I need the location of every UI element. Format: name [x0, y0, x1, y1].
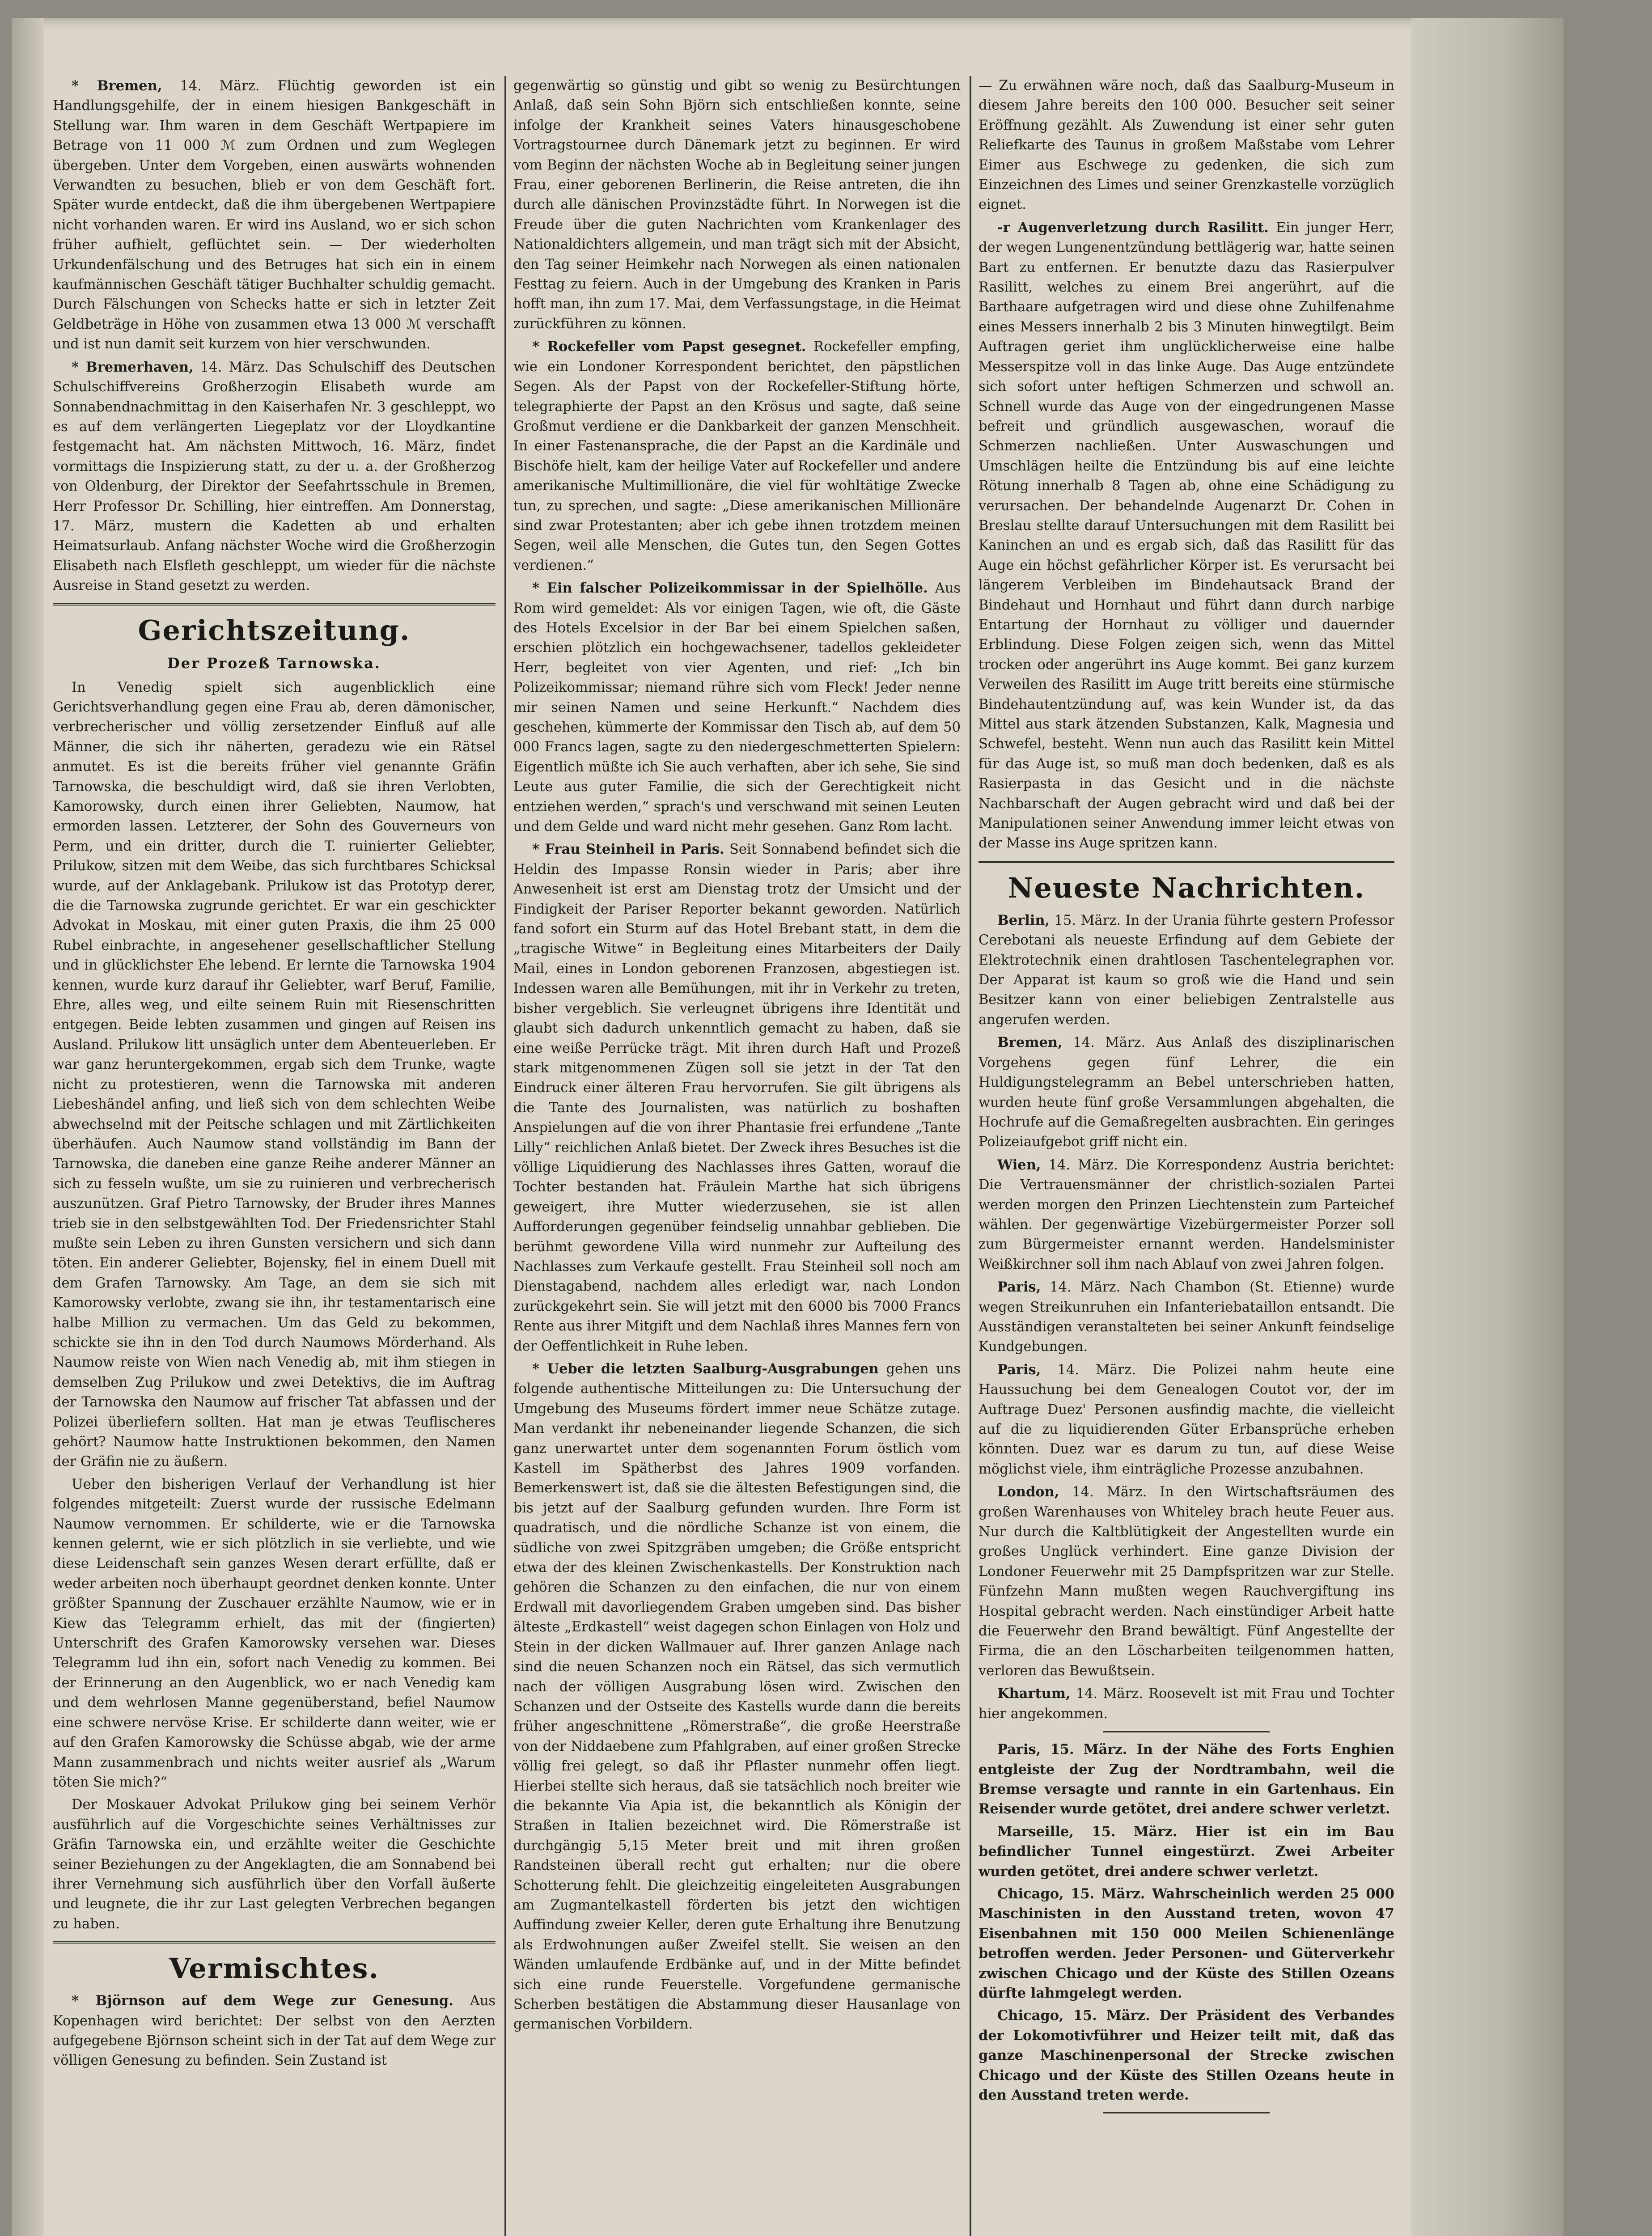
short-rule [1103, 1731, 1270, 1732]
news-item: Berlin, 15. März. In der Urania führte gestern Professor Cerebotani als neueste Erfindung auf dem Gebiete der Elektrotechnik einen drahtlosen Taschentelegraphen vor. Der Apparat ist kaum so groß wie die Hand und sein Besitzer kann von einer beliebigen Zentralstelle aus angerufen werden. [978, 912, 1394, 1028]
article: * Frau Steinheil in Paris. Seit Sonnabend befindet sich die Heldin des Impasse Ronsin wieder in Paris; aber ihre Anwesenheit ist erst am Dienstag trotz der Umsicht und der Findigkeit der Pariser Reporter bekannt geworden. Natürlich fand sofort ein Sturm auf das Hotel Brebant statt, in dem die „tragische Witwe“ in Begleitung eines Mitarbeiters der Daily Mail, eines in London geborenen Franzosen, abgestiegen ist. Indessen waren alle Bemühungen, mit ihr in Verkehr zu treten, bisher vergeblich. Sie verleugnet übrigens ihre Identität und glaubt sich dadurch unkenntlich gemacht zu haben, daß sie eine weiße Perrücke trägt. Mit ihren durch Haft und Prozeß stark mitgenommenen Zügen soll sie jetzt in der Tat den Eindruck einer älteren Frau hervorrufen. Sie gilt übrigens als die Tante des Journalisten, was natürlich zu boshaften Anspielungen auf die von ihrer Phantasie frei erfundene „Tante Lilly“ reichlichen Anlaß bietet. Der Zweck ihres Besuches ist die völlige Liquidierung des Nachlasses ihres Gatten, worauf die Tochter bestanden hat. Fräulein Marthe hat sich übrigens geweigert, ihre Mutter wiederzusehen, sie ist allen Aufforderungen gegenüber feindselig unnahbar geblieben. Die berühmt gewordene Villa wird nunmehr zur Aufteilung des Nachlasses zum Verkaufe gestellt. Frau Steinheil soll noch am Dienstagabend, nachdem alles erledigt war, nach London zurückgekehrt sein. Sie will jetzt mit den 6000 bis 7000 Francs Rente aus ihrer Mitgift und dem Nachlaß ihres Mannes fern von der Oeffentlichkeit in Ruhe leben. [513, 841, 961, 1354]
article: * Björnson auf dem Wege zur Genesung. Aus Kopenhagen wird berichtet: Der selbst von den Aerzten aufgegebene Björnson scheint sich in der Tat auf dem Wege zur völligen Genesung zu befinden. Sein Zustand ist [53, 1993, 496, 2069]
bulletin: Marseille, 15. März. Hier ist ein im Bau befindlicher Tunnel eingestürzt. Zwei Arbeiter wurden getötet, drei andere schwer verletzt. [978, 1823, 1394, 1880]
article: * Rockefeller vom Papst gesegnet. Rockefeller empfing, wie ein Londoner Korrespondent berichtet, den päpstlichen Segen. Als der Papst von der Rockefeller-Stiftung hörte, telegraphierte der Papst an den Krösus und sagte, daß seine Großmut verdiene er die Dankbarkeit der ganzen Menschheit. In einer Fastenansprache, die der Papst an die Kardinäle und Bischöfe hielt, kam der heilige Vater auf Rockefeller und andere amerikanische Multimillionäre, die viel für wohltätige Zwecke tun, zu sprechen, und sagte: „Diese amerikanischen Millionäre sind zwar Protestanten; aber ich gebe ihnen trotzdem meinen Segen, weil alle Menschen, die Gutes tun, den Segen Gottes verdienen.“ [513, 339, 961, 573]
paragraph: Der Moskauer Advokat Prilukow ging bei seinem Verhör ausführlich auf die Vorgeschichte seines Verhältnisses zur Gräfin Tarnowska ein, und erzählte weiter die Geschichte seiner Beziehungen zu der Angeklagten, die am Sonnabend bei ihrer Vernehmung sich ausführlich über den Vorfall äußerte und leugnete, die ihr zur Last gelegten Verbrechen begangen zu haben. [53, 1797, 496, 1932]
news-item: London, 14. März. In den Wirtschaftsräumen des großen Warenhauses von Whiteley brach heute Feuer aus. Nur durch die Kaltblütigkeit der Angestellten wurde ein großes Unglück verhindert. Eine ganze Division der Londoner Feuerwehr mit 25 Dampfspritzen war zur Stelle. Fünfzehn Mann mußten wegen Rauchvergiftung ins Hospital gebracht werden. Nach einstündiger Arbeit hatte die Feuerwehr den Brand bewältigt. Fünf Angestellte der Firma, die an den Löscharbeiten teilgenommen hatten, verloren das Bewußtsein. [978, 1484, 1394, 1679]
paragraph: Ueber den bisherigen Verlauf der Verhandlung ist hier folgendes mitgeteilt: Zuerst wurde der russische Edelmann Naumow vernommen. Er schilderte, wie er die Tarnowska kennen gelernt, wie er sich plötzlich in sie verliebte, und wie diese Leidenschaft sein ganzes Wesen derart erfüllte, daß er weder arbeiten noch überhaupt geordnet denken konnte. Unter größter Spannung der Zuschauer erzählte Naumow, wie er in Kiew das Telegramm erhielt, das mit der (fingierten) Unterschrift des Grafen Kamorowsky versehen war. Dieses Telegramm lud ihn ein, sofort nach Venedig zu kommen. Bei der Erinnerung an den Augenblick, wo er nach Venedig kam und dem wehrlosen Manne gegenüberstand, befiel Naumow eine schwere nervöse Krise. Er schilderte dann weiter, wie er auf den Grafen Kamorowsky die Schüsse abgab, wie der arme Mann zusammenbrach und nichts weiter ausrief als „Warum töten Sie mich?“ [53, 1476, 496, 1790]
news-item: Wien, 14. März. Die Korrespondenz Austria berichtet: Die Vertrauensmänner der christlich-sozialen Partei werden morgen den Prinzen Liechtenstein zum Parteichef wählen. Der gegenwärtige Vizebürgermeister Porzer soll zum Bürgermeister ernannt werden. Handelsminister Weißkirchner soll ihm nach Ablauf von zwei Jahren folgen. [978, 1156, 1394, 1272]
column-rule [970, 76, 971, 2236]
section-divider [978, 861, 1394, 863]
news-item: Khartum, 14. März. Roosevelt ist mit Frau und Tochter hier angekommen. [978, 1685, 1394, 1722]
column-2 [513, 76, 961, 2236]
paragraph: In Venedig spielt sich augenblicklich eine Gerichtsverhandlung gegen eine Frau ab, deren dämonischer, verbrecherischer und völlig zersetzender Einfluß auf alle Männer, die sich ihr näherten, geradezu wie ein Rätsel anmutet. Es ist die bereits früher viel genannte Gräfin Tarnowska, die beschuldigt wird, daß sie ihren Verlobten, Kamorowsky, durch einen ihrer Geliebten, Naumow, hat ermorden lassen. Letzterer, der Sohn des Gouverneurs von Perm, und ein dritter, durch die T. ruinierter Geliebter, Prilukow, sitzen mit dem Weibe, das sich furchtbares Schicksal wurde, auf der Anklagebank. Prilukow ist das Prototyp derer, die die Tarnowska zugrunde gerichtet. Er war ein geschickter Advokat in Moskau, mit einer guten Praxis, die ihm 25 000 Rubel einbrachte, in angesehener gesellschaftlicher Stellung und in glücklichster Ehe lebend. Er lernte die Tarnowska 1904 kennen, wurde kurz darauf ihr Geliebter, warf Beruf, Familie, Ehre, alles weg, und eilte seinem Ruin mit Riesenschritten entgegen. Beide lebten zusammen und gingen auf Reisen ins Ausland. Prilukow litt unsäglich unter dem Abenteuerleben. Er war ganz heruntergekommen, ergab sich dem Trunke, wagte nicht zu protestieren, wenn die Tarnowska mit anderen Liebeshändel anfing, und ließ sich von dem schlechten Weibe abwechselnd mit der Peitsche schlagen und mit Zärtlichkeiten überhäufen. Auch Naumow stand vollständig im Bann der Tarnowska, die daneben eine ganze Reihe anderer Männer an sich zu fesseln wußte, um sie zu ruinieren und verbrecherisch auszunützen. Graf Pietro Tarnowsky, der Bruder ihres Mannes trieb sie in den selbstgewählten Tod. Der Friedensrichter Stahl mußte sein Leben zu ihren Gunsten versichern und sich dann töten. Ein anderer Geliebter, Bojensky, fiel in einem Duell mit dem Grafen Tarnowsky. Am Tage, an dem sie sich mit Kamorowsky verlobte, zwang sie ihn, ihr testamentarisch eine halbe Million zu vermachen. Um das Geld zu bekommen, schickte sie ihn in den Tod durch Naumows Mörderhand. Als Naumow reiste von Wien nach Venedig ab, mit ihm stiegen in demselben Zug Prilukow und zwei Detektivs, die im Auftrag der Tarnowska den Naumow auf frischer Tat abfassen und der Polizei überliefern sollten. Hat man je etwas Teuflischeres gehört? Naumow hatte Instruktionen bekommen, den Namen der Gräfin nie zu äußern. [53, 679, 496, 1470]
article: -r Augenverletzung durch Rasilitt. Ein junger Herr, der wegen Lungenentzündung bettlägerig war, hatte seinen Bart zu entfernen. Er benutzte dazu das Rasierpulver Rasilitt, welches zu einem Brei angerührt, auf die Barthaare aufgetragen wird und diese ohne Zuhilfenahme eines Messers innerhalb 2 bis 3 Minuten hinwegtilgt. Beim Auftragen geriet ihm unglücklicherweise eine halbe Messerspitze voll in das linke Auge. Das Auge entzündete sich sofort unter heftigen Schmerzen und schwoll an. Schnell wurde das Auge von der eingedrungenen Masse befreit und gründlich ausgewaschen, worauf die Schmerzen nachließen. Unter Auswaschungen und Umschlägen heilte die Entzündung bis auf eine leichte Rötung innerhalb 8 Tagen ab, ohne eine Schädigung zu verursachen. Der behandelnde Augenarzt Dr. Cohen in Breslau stellte darauf Untersuchungen mit dem Rasilitt bei Kaninchen an und es ergab sich, daß das Rasilitt für das Auge ein höchst gefährlicher Körper ist. Es verursacht bei längerem Verbleiben im Bindehautsack Brand der Bindehaut und Hornhaut und führt dann durch narbige Entartung der Hornhaut zu völliger und dauernder Erblindung. Diese Folgen zeigen sich, wenn das Mittel trocken oder angerührt ins Auge kommt. Bei ganz kurzem Verweilen des Rasilitt im Auge tritt bereits eine stürmische Bindehautentzündung auf, was kein Wunder ist, da das Mittel aus stark ätzenden Substanzen, Kalk, Magnesia und Schwefel, besteht. Wenn nun auch das Rasilitt kein Mittel für das Auge ist, so muß man doch bedenken, daß es als Rasierpasta in das Gesicht und in die nächste Nachbarschaft der Augen gebracht wird und daß bei der Manipulationen seiner Anwendung immer leicht etwas von der Masse ins Auge spritzen kann. [978, 219, 1394, 851]
section-heading: Vermischtes. [169, 1952, 379, 1985]
article: * Bremen, 14. März. Flüchtig geworden ist ein Handlungsgehilfe, der in einem hiesigen Bankgeschäft in Stellung war. Ihm waren in dem Geschäft Wertpapiere im Betrage von 11 000 ℳ zum Ordnen und zum Weglegen übergeben. Unter dem Vorgeben, einen auswärts wohnenden Verwandten zu besuchen, blieb er von dem Geschäft fort. Später wurde entdeckt, daß die ihm übergebenen Wertpapiere nicht vorhanden waren. Er wird ins Ausland, wo er sich schon früher aufhielt, geflüchtet sein. — Der wiederholten Urkundenfälschung und des Betruges hat sich ein in einem kaufmännischen Geschäft tätiger Buchhalter schuldig gemacht. Durch Fälschungen von Schecks hatte er sich in letzter Zeit Geldbeträge in Höhe von zusammen etwa 13 000 ℳ verschafft und ist nun damit seit kurzem von hier verschwunden. [53, 78, 496, 352]
news-item: Paris, 14. März. Nach Chambon (St. Etienne) wurde wegen Streikunruhen ein Infanteriebataillon entsandt. Die Ausständigen veranstalteten bei seiner Ankunft feindselige Kundgebungen. [978, 1279, 1394, 1355]
column-3 [978, 76, 1394, 2236]
article: * Ein falscher Polizeikommissar in der Spielhölle. Aus Rom wird gemeldet: Als vor einigen Tagen, wie oft, die Gäste des Hotels Excelsior in der Bar bei einem Spielchen saßen, erschien plötzlich ein hochgewachsener, tadellos gekleideter Herr, begleitet von vier Agenten, und rief: „Ich bin Polizeikommissar; niemand rühre sich vom Fleck! Jeder nenne mir seinen Namen und seine Herkunft.“ Nachdem dies geschehen, kümmerte der Kommissar den Tisch ab, auf dem 50 000 Francs lagen, sagte zu den niedergeschmetterten Spielern: Eigentlich müßte ich Sie auch verhaften, aber ich sehe, Sie sind Leute aus guter Familie, die sich der Gerechtigkeit nicht entziehen werden,“ sprach's und verschwand mit seinen Leuten und dem Gelde und ward nicht mehr gesehen. Ganz Rom lacht. [513, 580, 961, 835]
bulletin: Chicago, 15. März. Der Präsident des Verbandes der Lokomotivführer und Heizer teilt mit, daß das ganze Maschinenpersonal der Strecke zwischen Chicago und der Küste des Stillen Ozeans heute in den Ausstand treten werde. [978, 2007, 1394, 2103]
text-frame [53, 76, 1394, 2236]
newspaper-page [12, 18, 1563, 2236]
section-divider [53, 1941, 496, 1944]
section-heading: Gerichtszeitung. [138, 614, 411, 647]
bulletin: Paris, 15. März. In der Nähe des Forts Enghien entgleiste der Zug der Nordtrambahn, weil die Bremse versagte und rannte in ein Gartenhaus. Ein Reisender wurde getötet, drei andere schwer verletzt. [978, 1741, 1394, 1817]
article: gegenwärtig so günstig und gibt so wenig zu Besürchtungen Anlaß, daß sein Sohn Björn sich entschließen konnte, seine infolge der Krankheit seines Vaters hinausgeschobene Vortragstournee durch Dänemark jetzt zu beginnen. Er wird vom Beginn der nächsten Woche ab in Begleitung seiner jungen Frau, einer geborenen Berlinerin, die Reise antreten, die ihn durch alle dänischen Provinzstädte führt. In Norwegen ist die Freude über die guten Nachrichten vom Krankenlager des Nationaldichters allgemein, und man trägt sich mit der Absicht, den Tag seiner Heimkehr nach Norwegen als einen nationalen Festtag zu feiern. Auch in der Umgebung des Kranken in Paris hofft man, ihn zum 17. Mai, dem Verfassungstage, in die Heimat zurückführen zu können. [513, 78, 961, 332]
section-divider [53, 603, 496, 606]
article-subheading: Der Prozeß Tarnowska. [167, 654, 381, 672]
column-rule [504, 76, 506, 2236]
col1-items [53, 76, 496, 596]
binding-edge [12, 18, 44, 2236]
article: — Zu erwähnen wäre noch, daß das Saalburg-Museum in diesem Jahre bereits den 100 000. Besucher seit seiner Eröffnung gezählt. Als Zuwendung ist einer sehr guten Reliefkarte des Taunus in großem Maßstabe vom Lehrer Eimer aus Eschwege zu gedenken, die sich zum Einzeichnen des Limes und seiner Grenzkastelle vorzüglich eignet. [978, 78, 1394, 213]
page-margin [1411, 18, 1563, 2236]
article: * Ueber die letzten Saalburg-Ausgrabungen gehen uns folgende authentische Mitteilungen zu: Die Untersuchung der Umgebung des Museums fördert immer neue Schätze zutage. Man verdankt ihr nebeneinander liegende Schanzen, die sich ganz unerwartet unter dem sogenannten Forum östlich vom Kastell im Spätherbst des Jahres 1909 vorfanden. Bemerkenswert ist, daß sie die ältesten Befestigungen sind, die bis jetzt auf der Saalburg gefunden wurden. Ihre Form ist quadratisch, und die nördliche Schanze ist von einem, die südliche von zwei Spitzgräben umgeben; die Größe entspricht etwa der des kleinen Zwischenkastells. Der Konstruktion nach gehören die Schanzen zu den einfachen, die nur von einem Erdwall mit davorliegendem Graben umgeben sind. Das bisher älteste „Erdkastell“ weist dagegen schon Einlagen von Holz und Stein in der dicken Wallmauer auf. Ihrer ganzen Anlage nach sind die neuen Schanzen noch ein Rätsel, das sich vermutlich nach der völligen Ausgrabung lösen wird. Zwischen den Schanzen und der Ostseite des Kastells wurde dann die bereits früher angeschnittene „Römerstraße“, die große Heerstraße von der Niddaebene zum Pfahlgraben, auf einer großen Strecke völlig frei gelegt, so daß ihr Pflaster nunmehr offen liegt. Hierbei stellte sich heraus, daß sie tatsächlich noch breiter wie die bekannte Via Apia ist, die bekanntlich als Königin der Straßen in Italien bezeichnet wird. Die Römerstraße ist durchgängig 5,15 Meter breit und mit ihren großen Randsteinen überall recht gut erhalten; nur die obere Schotterung fehlt. Die gleichzeitig eingeleiteten Ausgrabungen am Zugmantelkastell förderten bis jetzt den wichtigen Auffindung zweier Keller, deren gute Erhaltung ihre Benutzung als Erdwohnungen außer Zweifel stellt. Sie weisen an den Wänden umlaufende Erdbänke auf, und in der Mitte befindet sich eine runde Feuerstelle. Vorgefundene germanische Scherben bestätigen die Abstammung dieser Hausanlage von germanischen Vorbildern. [513, 1361, 961, 2033]
section-heading: Neueste Nachrichten. [1008, 871, 1365, 904]
column-1 [53, 76, 496, 2236]
news-item: Paris, 14. März. Die Polizei nahm heute eine Haussuchung bei dem Genealogen Coutot vor, der im Auftrage Duez' Personen ausfindig machte, die vielleicht auf die zu liquidierenden Güter Erbansprüche erheben könnten. Duez war es darum zu tun, auf diese Weise möglichst viele, ihm einträgliche Prozesse anzubahnen. [978, 1361, 1394, 1477]
news-item: Bremen, 14. März. Aus Anlaß des disziplinarischen Vorgehens gegen fünf Lehrer, die ein Huldigungstelegramm an Bebel unterschrieben hatten, wurden heute fünf große Versammlungen abgehalten, die Hochrufe auf die Gemaßregelten ausbrachten. Ein geringes Polizeiaufgebot griff nicht ein. [978, 1034, 1394, 1150]
bulletin: Chicago, 15. März. Wahrscheinlich werden 25 000 Maschinisten in den Ausstand treten, wovon 47 Eisenbahnen mit 150 000 Meilen Schienenlänge betroffen werden. Jeder Personen- und Güterverkehr zwischen Chicago und der Küste des Stillen Ozeans dürfte lahmgelegt werden. [978, 1885, 1394, 2001]
article: * Bremerhaven, 14. März. Das Schulschiff des Deutschen Schulschiffvereins Großherzogin Elisabeth wurde am Sonnabendnachmittag in den Kaiserhafen Nr. 3 geschleppt, wo es auf dem verlängerten Liegeplatz vor der Lloydkantine festgemacht hat. Am nächsten Mittwoch, 16. März, findet vormittags die Inspizierung statt, zu der u. a. der Großherzog von Oldenburg, der Direktor der Seefahrtsschule in Bremen, Herr Professor Dr. Schilling, hier eintreffen. Am Donnerstag, 17. März, mustern die Kadetten ab und erhalten Heimatsurlaub. Anfang nächster Woche wird die Großherzogin Elisabeth nach Elsfleth geschleppt, um wieder für die nächste Ausreise in Stand gesetzt zu werden. [53, 359, 496, 594]
short-rule [1103, 2112, 1270, 2113]
